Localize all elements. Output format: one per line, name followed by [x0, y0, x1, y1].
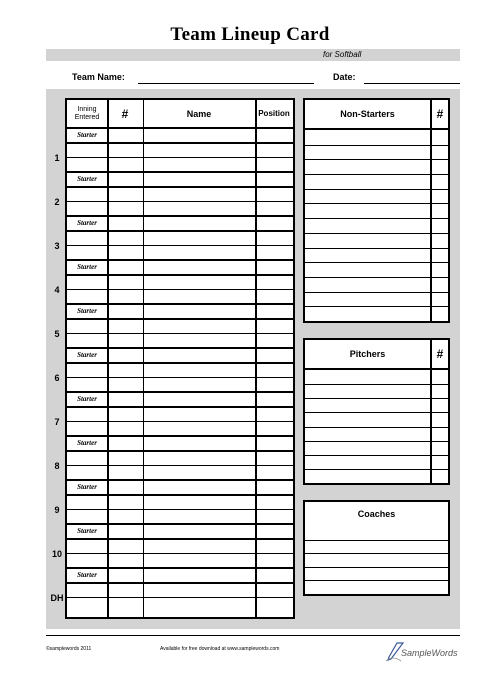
sub-row-divider: [67, 509, 293, 510]
lineup-slot: [54, 217, 293, 261]
header-line: [46, 70, 460, 84]
form-row-line: [305, 277, 448, 278]
non-starters-box: [303, 98, 450, 323]
starter-row-divider: [67, 582, 293, 584]
form-row-line: [305, 145, 448, 146]
form-row-line: [305, 384, 448, 385]
inning-entered-header: Inning Entered: [74, 105, 100, 121]
batting-order-number: 6: [54, 373, 60, 383]
form-row-line: [305, 455, 448, 456]
batting-order-number: 9: [54, 505, 60, 515]
column-divider: [107, 100, 109, 617]
lineup-header-row: [67, 100, 293, 129]
sub-row-divider: [67, 421, 293, 422]
team-name-field[interactable]: [138, 83, 314, 84]
non-starters-header: [305, 100, 448, 130]
sub-row-divider: [67, 465, 293, 466]
form-row-line: [305, 567, 448, 568]
batting-order-number: 2: [54, 197, 60, 207]
batting-order-number: 4: [54, 285, 60, 295]
sub-row-divider: [67, 201, 293, 202]
form-row-line: [305, 292, 448, 293]
form-row-line: [305, 398, 448, 399]
starter-row-divider: [67, 274, 293, 276]
batting-order-number: 3: [54, 241, 60, 251]
form-row-line: [305, 306, 448, 307]
starter-row-divider: [67, 494, 293, 496]
non-starters-title: Non-Starters: [340, 109, 395, 119]
starter-label: Starter: [77, 131, 97, 139]
coaches-box: [303, 500, 450, 596]
form-row-line: [305, 553, 448, 554]
team-name-label: Team Name:: [72, 72, 125, 82]
subtitle-bar: [46, 49, 460, 61]
batting-order-number: 8: [54, 461, 60, 471]
name-header: Name: [186, 108, 212, 119]
lineup-slot: [54, 349, 293, 393]
sub-row-divider: [67, 333, 293, 334]
lineup-slot: [54, 129, 293, 173]
starter-label: Starter: [77, 571, 97, 579]
starter-row-divider: [67, 230, 293, 232]
date-label: Date:: [333, 72, 356, 82]
form-row-line: [305, 189, 448, 190]
starter-label: Starter: [77, 219, 97, 227]
pitchers-title: Pitchers: [349, 349, 386, 359]
position-header: Position: [258, 109, 290, 118]
starter-label: Starter: [77, 439, 97, 447]
starter-row-divider: [67, 406, 293, 408]
starter-row-divider: [67, 362, 293, 364]
form-row-line: [305, 233, 448, 234]
column-divider: [255, 100, 257, 617]
form-row-line: [305, 159, 448, 160]
starter-label: Starter: [77, 263, 97, 271]
lineup-table: [50, 98, 295, 619]
starter-row-divider: [67, 450, 293, 452]
starter-row-divider: [67, 538, 293, 540]
batting-order-number: 1: [54, 153, 60, 163]
form-row-line: [305, 427, 448, 428]
form-row-line: [305, 218, 448, 219]
batting-order-number: 10: [51, 549, 62, 559]
form-row-line: [305, 469, 448, 470]
lineup-slot: [54, 437, 293, 481]
footer-download-link[interactable]: Available for free download at www.samplewords.com: [160, 646, 280, 652]
form-row-line: [305, 174, 448, 175]
lineup-slot: [51, 525, 293, 569]
logo-text: SampleWords: [401, 648, 458, 658]
form-row-line: [305, 540, 448, 541]
sub-row-divider: [67, 597, 293, 598]
pitchers-header: [305, 340, 448, 370]
batting-order-number: 7: [54, 417, 60, 427]
batting-order-number: DH: [50, 593, 64, 603]
starter-label: Starter: [77, 351, 97, 359]
starter-label: Starter: [77, 483, 97, 491]
lineup-slot: [54, 173, 293, 217]
starter-row-divider: [67, 142, 293, 144]
page-title: Team Lineup Card: [170, 24, 330, 45]
form-row-line: [305, 203, 448, 204]
starter-row-divider: [67, 186, 293, 188]
sub-row-divider: [67, 289, 293, 290]
non-starters-number-header: #: [436, 107, 444, 121]
footer-divider: [46, 635, 460, 636]
column-divider: [143, 100, 144, 617]
date-field[interactable]: [364, 83, 460, 84]
column-divider: [430, 100, 432, 321]
form-row-line: [305, 441, 448, 442]
footer-copyright: ©samplewords 2011: [46, 646, 92, 652]
sub-row-divider: [67, 245, 293, 246]
starter-label: Starter: [77, 175, 97, 183]
starter-label: Starter: [77, 395, 97, 403]
sub-row-divider: [67, 553, 293, 554]
pitchers-number-header: #: [436, 347, 444, 361]
form-row-line: [305, 262, 448, 263]
lineup-slot: [54, 305, 293, 349]
lineup-slot: [54, 481, 293, 525]
lineup-slot: [54, 261, 293, 305]
starter-row-divider: [67, 318, 293, 320]
form-row-line: [305, 248, 448, 249]
batting-order-number: 5: [54, 329, 60, 339]
sub-row-divider: [67, 377, 293, 378]
pitchers-box: [303, 338, 450, 485]
subtitle: for Softball: [323, 50, 362, 59]
samplewords-logo: [383, 641, 463, 663]
number-header: #: [121, 106, 129, 121]
sub-row-divider: [67, 157, 293, 158]
form-row-line: [305, 412, 448, 413]
coaches-title: Coaches: [357, 509, 396, 519]
lineup-slot: [54, 393, 293, 437]
starter-label: Starter: [77, 307, 97, 315]
starter-label: Starter: [77, 527, 97, 535]
form-row-line: [305, 580, 448, 581]
lineup-slot: [50, 569, 293, 613]
